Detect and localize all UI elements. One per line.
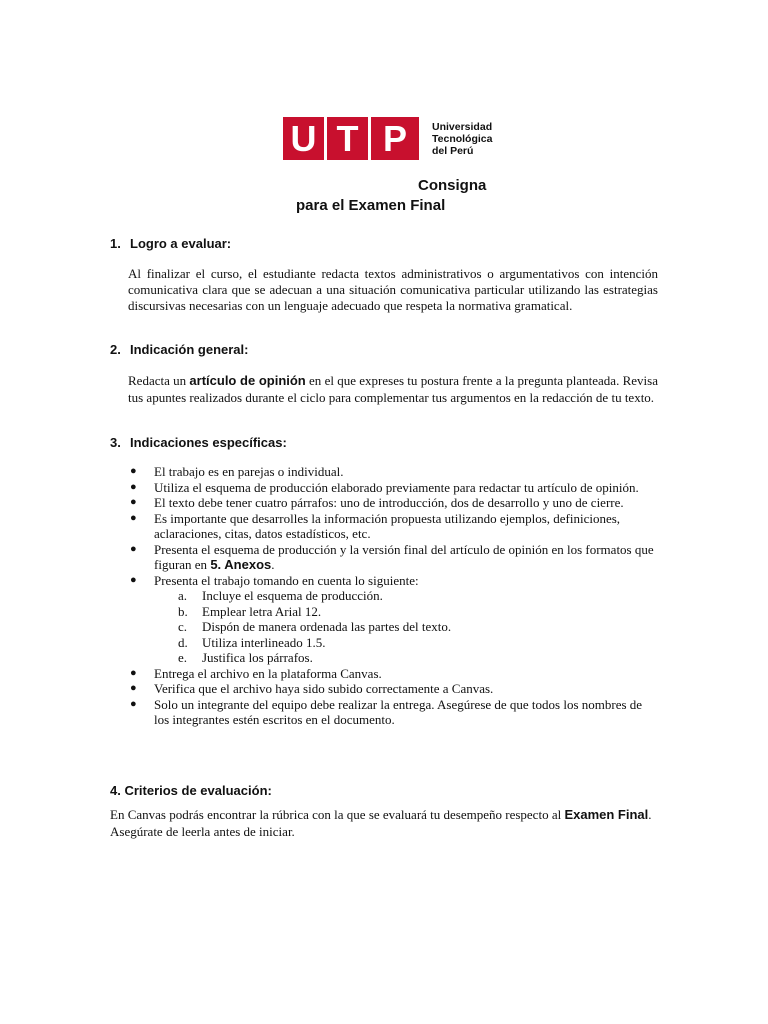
bullet-icon: ● bbox=[130, 465, 137, 477]
section-2-number: 2. bbox=[110, 342, 121, 357]
list-item-text: El texto debe tener cuatro párrafos: uno de introducción, dos de desarrollo y uno de cierre. bbox=[154, 495, 624, 510]
bullet-icon: ● bbox=[130, 480, 137, 493]
section-3-title: Indicaciones específicas: bbox=[130, 435, 287, 450]
list-item bbox=[130, 464, 660, 480]
list-item bbox=[130, 480, 660, 496]
logo-letter-u: U bbox=[283, 117, 324, 160]
sublist-item bbox=[178, 588, 660, 604]
format-sublist bbox=[154, 588, 660, 666]
sublist-item bbox=[178, 619, 660, 635]
list-item-text: Verifica que el archivo haya sido subido correctamente a Canvas. bbox=[154, 681, 494, 696]
list-item bbox=[130, 573, 660, 666]
section-2-heading bbox=[110, 342, 248, 357]
section-3-heading bbox=[110, 435, 287, 450]
list-item-text: Utiliza el esquema de producción elaborado previamente para redactar tu artículo de opinión. bbox=[154, 479, 639, 495]
section-4-text-bold: Examen Final bbox=[564, 807, 649, 822]
list-item-text: Entrega el archivo en la plataforma Canvas. bbox=[154, 665, 382, 681]
section-1-title: Logro a evaluar: bbox=[130, 236, 232, 251]
section-4-text-before: En Canvas podrás encontrar la rúbrica con la que se evaluará tu desempeño respecto al bbox=[110, 807, 565, 822]
bullet-icon: ● bbox=[130, 496, 137, 508]
list-item-end: . bbox=[271, 557, 275, 572]
list-item-text: Presenta el esquema de producción y la versión final del artículo de opinión en los formatos que figuran en bbox=[154, 541, 654, 572]
list-item-text: Presenta el trabajo tomando en cuenta lo siguiente: bbox=[154, 572, 419, 588]
section-3-number: 3. bbox=[110, 435, 121, 450]
sublist-letter: e. bbox=[178, 650, 188, 665]
list-item bbox=[130, 681, 660, 697]
sublist-text: Utiliza interlineado 1.5. bbox=[202, 634, 326, 650]
sublist-letter: c. bbox=[178, 619, 188, 634]
utp-logo-mark bbox=[283, 117, 422, 160]
document-title-line-1: Consigna bbox=[418, 177, 487, 194]
bullet-icon: ● bbox=[130, 542, 137, 555]
section-1-text: Al finalizar el curso, el estudiante redacta textos administrativos o argumentativos con intención comunicativa clara que se adecuan a una situación comunicativa particular utilizando las estrategias discursivas necesarias con un lenguaje adecuado que respeta la normativa gramatical. bbox=[128, 266, 658, 313]
list-item bbox=[130, 542, 660, 573]
bullet-icon: ● bbox=[130, 697, 137, 710]
bullet-icon: ● bbox=[130, 511, 137, 524]
logo-letter-p: P bbox=[371, 117, 419, 160]
section-4-text bbox=[110, 806, 662, 840]
sublist-text: Emplear letra Arial 12. bbox=[202, 603, 322, 619]
section-4-heading: 4. Criterios de evaluación: bbox=[110, 783, 272, 798]
section-2-text-after: en el que expreses tu postura frente a la pregunta planteada. Revisa tus apuntes realizados durante el ciclo para complementar tus argumentos en la redacción de tu texto. bbox=[128, 373, 658, 405]
sublist-letter: b. bbox=[178, 603, 188, 619]
sublist-letter: d. bbox=[178, 634, 188, 650]
sublist-item bbox=[178, 650, 660, 666]
bullet-icon: ● bbox=[130, 666, 137, 679]
section-2-text-bold: artículo de opinión bbox=[189, 373, 306, 388]
logo-line-3: del Perú bbox=[432, 144, 474, 157]
sublist-item bbox=[178, 604, 660, 620]
bullet-icon: ● bbox=[130, 573, 137, 586]
list-item-text: Solo un integrante del equipo debe realizar la entrega. Asegúrese de que todos los nombres de los integrantes estén escritos en el documento. bbox=[154, 696, 643, 727]
section-2-text bbox=[128, 372, 658, 406]
list-item bbox=[130, 666, 660, 682]
list-item-text: El trabajo es en parejas o individual. bbox=[154, 464, 344, 479]
section-1-number: 1. bbox=[110, 236, 121, 251]
utp-logo bbox=[283, 117, 492, 160]
list-item bbox=[130, 495, 660, 511]
annex-reference: 5. Anexos bbox=[210, 557, 272, 572]
sublist-text: Justifica los párrafos. bbox=[202, 650, 313, 665]
logo-wordmark bbox=[432, 121, 492, 157]
specific-instructions-list bbox=[130, 464, 660, 728]
list-item-text: Es importante que desarrolles la información propuesta utilizando ejemplos, definiciones, aclaraciones, citas, datos estadísticos, etc. bbox=[154, 510, 621, 541]
logo-letter-t: T bbox=[327, 117, 368, 160]
list-item bbox=[130, 697, 660, 728]
sublist-letter: a. bbox=[178, 588, 188, 603]
section-2-text-before: Redacta un bbox=[128, 373, 190, 388]
sublist-text: Dispón de manera ordenada las partes del texto. bbox=[202, 619, 452, 634]
list-item bbox=[130, 511, 660, 542]
section-4-text-after: . Asegúrate de leerla antes de iniciar. bbox=[110, 807, 652, 839]
sublist-text: Incluye el esquema de producción. bbox=[202, 588, 383, 603]
logo-line-2: Tecnológica bbox=[432, 132, 493, 145]
logo-line-1: Universidad bbox=[432, 120, 493, 133]
section-1-heading bbox=[110, 236, 231, 251]
bullet-icon: ● bbox=[130, 682, 137, 694]
sublist-item bbox=[178, 635, 660, 651]
document-title-line-2: para el Examen Final bbox=[296, 197, 446, 214]
section-2-title: Indicación general: bbox=[130, 342, 249, 357]
